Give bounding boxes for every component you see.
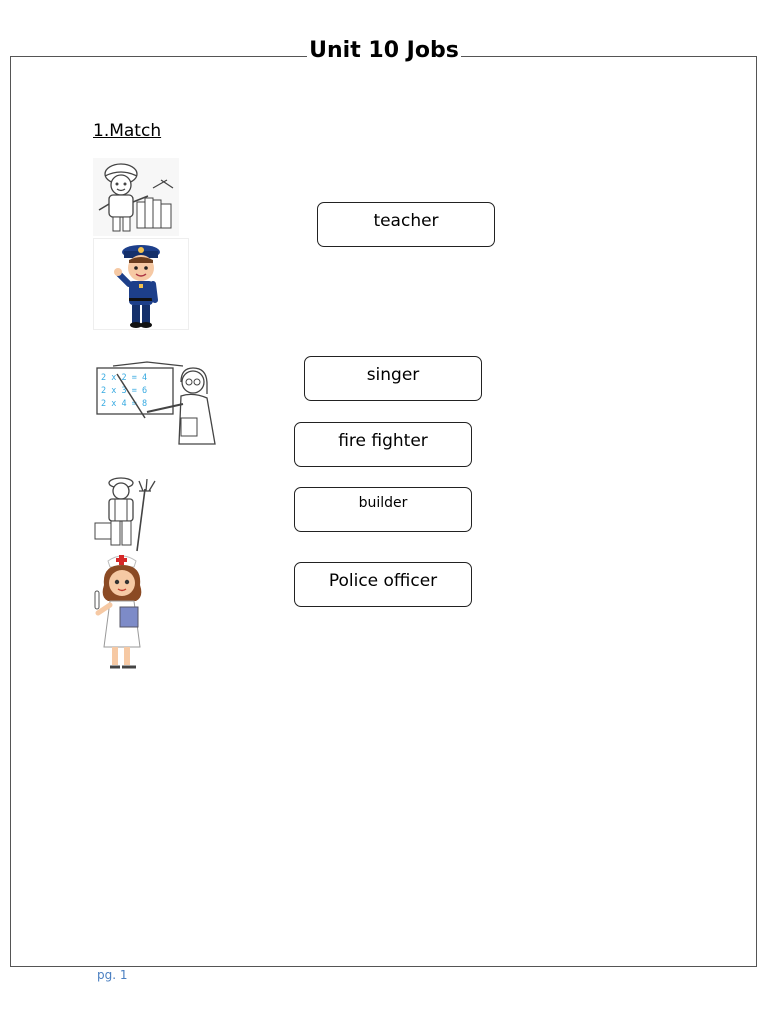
word-box-fire-fighter: fire fighter bbox=[294, 422, 472, 467]
word-box-singer: singer bbox=[304, 356, 482, 401]
board-line-3: 2 x 4 = 8 bbox=[101, 399, 148, 409]
builder-icon bbox=[93, 158, 179, 236]
police-officer-icon bbox=[93, 238, 189, 330]
board-line-1: 2 x 2 = 4 bbox=[101, 373, 148, 383]
word-box-police-officer: Police officer bbox=[294, 562, 472, 607]
farmer-icon bbox=[93, 475, 161, 553]
exercise-heading: 1.Match bbox=[93, 121, 162, 141]
teacher-icon bbox=[95, 360, 225, 448]
page-number: pg. 1 bbox=[97, 968, 128, 982]
word-box-builder: builder bbox=[294, 487, 472, 532]
page-title: Unit 10 Jobs bbox=[309, 38, 459, 63]
board-line-2: 2 x 3 = 6 bbox=[101, 386, 148, 396]
nurse-icon bbox=[90, 551, 152, 671]
word-box-teacher: teacher bbox=[317, 202, 495, 247]
